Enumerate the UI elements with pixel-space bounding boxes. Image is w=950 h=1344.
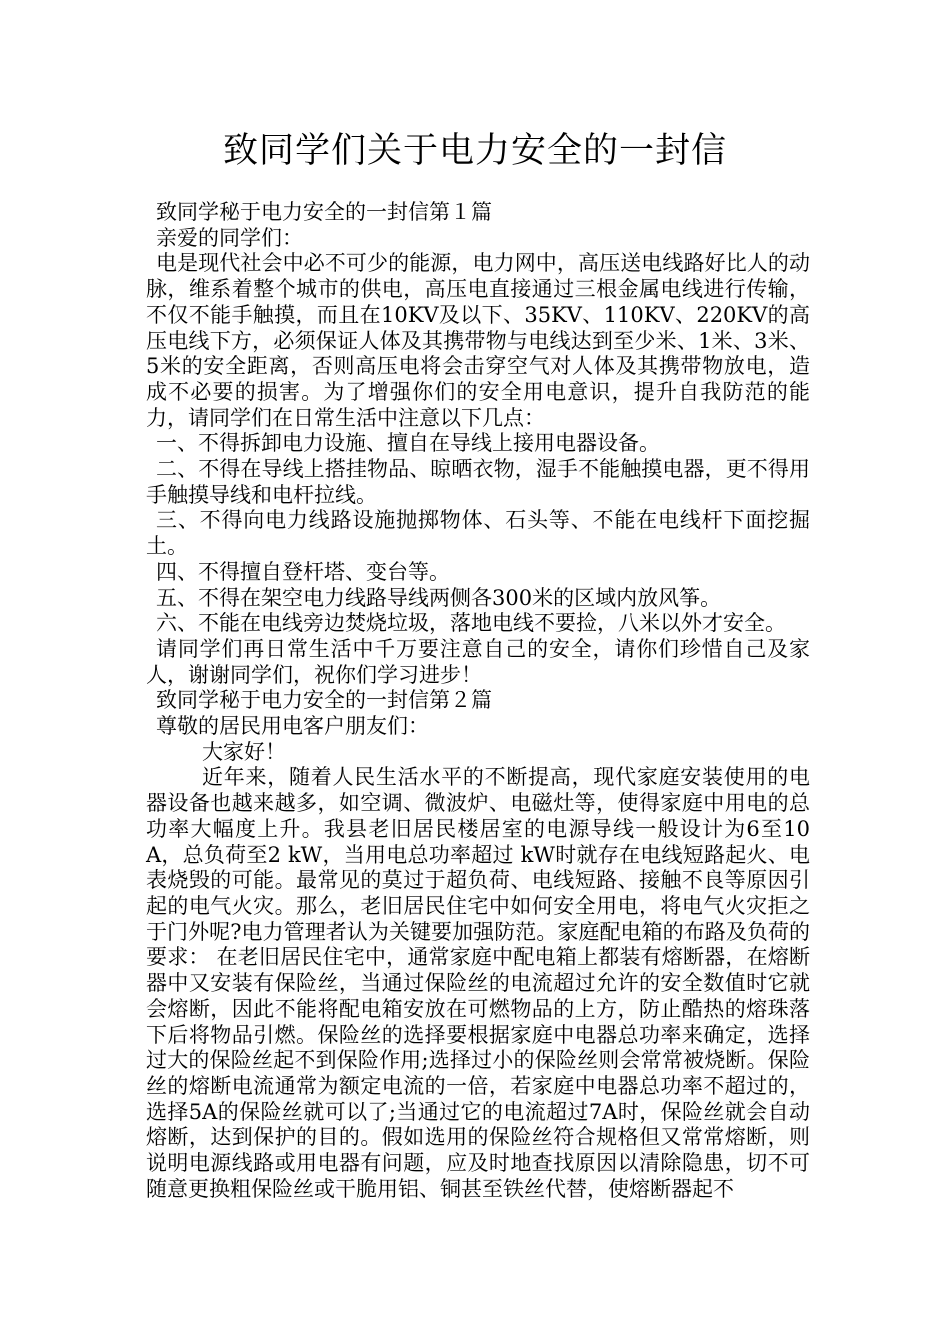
document-title: 致同学们关于电力安全的一封信 [222,131,727,171]
section-heading-2: 致同学秘于电力安全的一封信第２篇 [156,688,492,713]
greeting: 大家好！ [202,739,286,764]
rule-item-2: 二、不得在导线上搭挂物品、晾晒衣物，湿手不能触摸电器，更不得用手触摸导线和电杆拉线。 [146,457,810,507]
rule-item-6: 六、不能在电线旁边焚烧垃圾，落地电线不要捡，八米以外才安全。 [156,611,786,636]
paragraph-intro: 电是现代社会中必不可少的能源，电力网中，高压送电线路好比人的动脉，维系着整个城市的供电，高压电直接通过三根金属电线进行传输，不仅不能手触摸，而且在10KV及以下、35KV、110KV、220KV的高压电线下方，必须保证人体及其携带物与电线达到至少米、1米、3米、5米的安全距离，否则高压电将会击穿空气对人体及其携带物放电，造成不必要的损害。为了增强你们的安全用电意识，提升自我防范的能力，请同学们在日常生活中注意以下几点： [146,251,810,430]
salutation-1: 亲爱的同学们： [156,225,303,250]
rule-item-4: 四、不得擅自登杆塔、变台等。 [156,559,450,584]
rule-item-3: 三、不得向电力线路设施抛掷物体、石头等、不能在电线杆下面挖掘土。 [146,508,810,559]
paragraph-main: 近年来，随着人民生活水平的不断提高，现代家庭安装使用的电器设备也越来越多，如空调、微波炉、电磁灶等，使得家庭中用电的总功率大幅度上升。我县老旧居民楼居室的电源导线一般设计为6至10A，总负荷至2 kW，当用电总功率超过 kW时就存在电线短路起火、电表烧毁的可能。最常见的莫过于超负荷、电线短路、接触不良等原因引起的电气火灾。那么，老旧居民住宅中如何安全用电，将电气火灾拒之于门外呢?电力管理者认为关键要加强防范。家庭配电箱的布路及负荷的要求： 在老旧居民住宅中，通常家庭中配电箱上都装有熔断器，在熔断器中又安装有保险丝，当通过保险丝的电流超过允许的安全数值时它就会熔断，因此不能将配电箱安放在可燃物品的上方，防止酷热的熔珠落下后将物品引燃。保险丝的选择要根据家庭中电器总功率来确定，选择过大的保险丝起不到保险作用;选择过小的保险丝则会常常被烧断。保险丝的熔断电流通常为额定电流的一倍，若家庭中电器总功率不超过的，选择5A的保险丝就可以了;当通过它的电流超过7A时，保险丝就会自动熔断，达到保护的目的。假如选用的保险丝符合规格但又常常熔断，则说明电源线路或用电器有问题，应及时地查找原因以清除隐患，切不可随意更换粗保险丝或干脆用铝、铜甚至铁丝代替，使熔断器起不 [146,765,810,1201]
closing-paragraph: 请同学们再日常生活中千万要注意自己的安全，请你们珍惜自己及家人，谢谢同学们，祝你们学习进步！ [146,636,810,687]
rule-item-5: 五、不得在架空电力线路导线两侧各300米的区域内放风筝。 [156,585,722,610]
document-body [146,200,810,1202]
section-heading-1: 致同学秘于电力安全的一封信第１篇 [156,200,492,224]
salutation-2: 尊敬的居民用电客户朋友们： [156,714,429,739]
rule-item-1: 一、不得拆卸电力设施、擅自在导线上接用电器设备。 [156,431,660,456]
